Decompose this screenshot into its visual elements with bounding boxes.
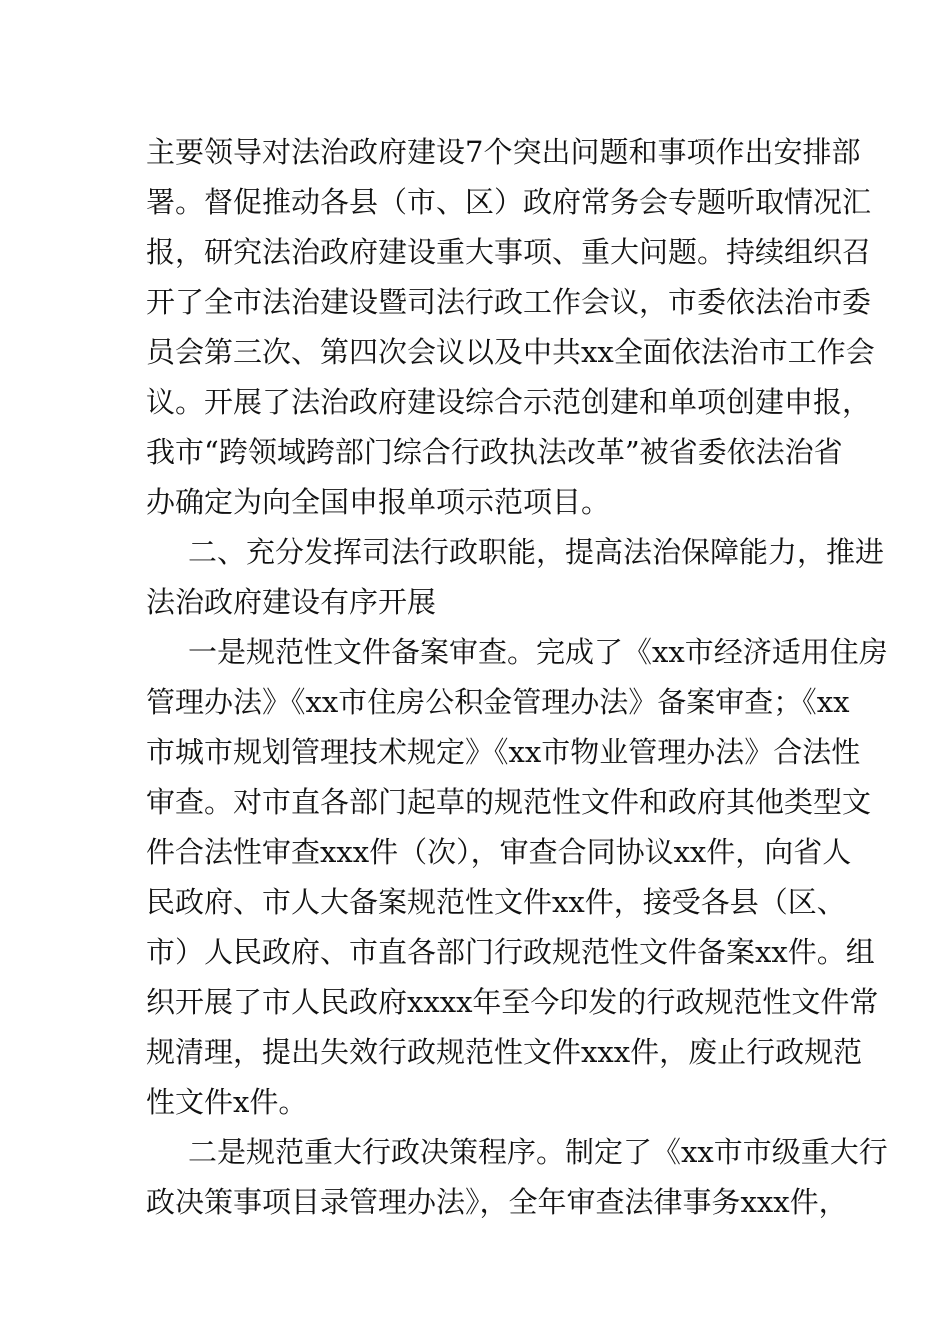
text-line: 性文件x件。 xyxy=(146,1085,308,1119)
text-line: 政决策事项目录管理办法》，全年审查法律事务xxx件， xyxy=(146,1185,848,1219)
text-line: 织开展了市人民政府xxxx年至今印发的行政规范性文件常 xyxy=(146,985,879,1019)
text-line: 二是规范重大行政决策程序。制定了《xx市市级重大行 xyxy=(188,1135,888,1169)
text-line: 管理办法》《xx市住房公积金管理办法》备案审查；《xx xyxy=(146,685,850,719)
section-heading-line: 法治政府建设有序开展 xyxy=(146,585,437,619)
text-line: 民政府、市人大备案规范性文件xx件，接受各县（区、 xyxy=(146,885,846,919)
text-line: 员会第三次、第四次会议以及中共xx全面依法治市工作会 xyxy=(146,335,875,369)
text-line: 主要领导对法治政府建设7个突出问题和事项作出安排部 xyxy=(146,135,861,169)
text-line: 一是规范性文件备案审查。完成了《xx市经济适用住房 xyxy=(188,635,888,669)
text-line: 我市“跨领域跨部门综合行政执法改革”被省委依法治省 xyxy=(146,435,843,469)
text-line: 规清理，提出失效行政规范性文件xxx件，废止行政规范 xyxy=(146,1035,863,1069)
text-line: 市城市规划管理技术规定》《xx市物业管理办法》合法性 xyxy=(146,735,861,769)
text-line: 开了全市法治建设暨司法行政工作会议，市委依法治市委 xyxy=(146,285,872,319)
text-line: 件合法性审查xxx件（次），审查合同协议xx件，向省人 xyxy=(146,835,852,869)
text-line: 报，研究法治政府建设重大事项、重大问题。持续组织召 xyxy=(146,235,872,269)
text-line: 市）人民政府、市直各部门行政规范性文件备案xx件。组 xyxy=(146,935,875,969)
text-line: 办确定为向全国申报单项示范项目。 xyxy=(146,485,611,519)
text-line: 署。督促推动各县（市、区）政府常务会专题听取情况汇 xyxy=(146,185,872,219)
section-heading-line: 二、充分发挥司法行政职能，提高法治保障能力，推进 xyxy=(188,535,885,569)
text-line: 议。开展了法治政府建设综合示范创建和单项创建申报， xyxy=(146,385,872,419)
text-line: 审查。对市直各部门起草的规范性文件和政府其他类型文 xyxy=(146,785,872,819)
